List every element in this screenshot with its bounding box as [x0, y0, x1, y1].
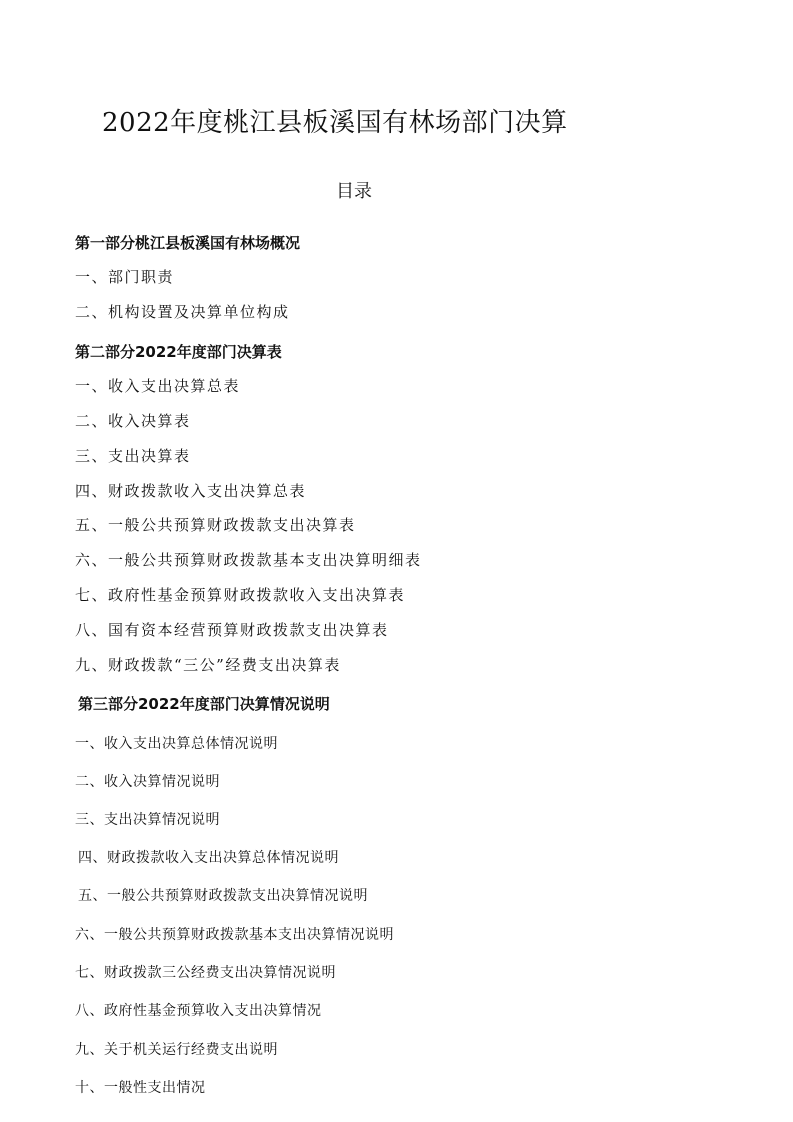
toc-entry: 三、支出决算表: [75, 447, 191, 465]
toc-entry: 一、部门职责: [75, 268, 175, 286]
toc-entry: 六、一般公共预算财政拨款基本支出决算情况说明: [75, 927, 394, 943]
document-title: 2022年度桃江县板溪国有林场部门决算: [102, 108, 568, 138]
toc-heading: 目录: [336, 181, 372, 202]
part3-heading: 第三部分2022年度部门决算情况说明: [78, 695, 330, 713]
toc-entry: 一、收入支出决算总表: [75, 377, 241, 395]
toc-entry: 八、国有资本经营预算财政拨款支出决算表: [75, 621, 389, 639]
part1-heading: 第一部分桃江县板溪国有林场概况: [75, 234, 301, 252]
toc-entry: 九、关于机关运行经费支出说明: [75, 1042, 278, 1058]
toc-entry: 五、一般公共预算财政拨款支出决算表: [75, 516, 356, 534]
toc-entry: 六、一般公共预算财政拨款基本支出决算明细表: [75, 551, 422, 569]
toc-entry: 四、财政拨款收入支出决算总表: [75, 482, 307, 500]
toc-entry: 二、收入决算表: [75, 412, 191, 430]
part2-heading: 第二部分2022年度部门决算表: [75, 343, 282, 361]
toc-entry: 九、财政拨款“三公”经费支出决算表: [75, 656, 341, 674]
toc-entry: 二、机构设置及决算单位构成: [75, 303, 290, 321]
toc-entry: 三、支出决算情况说明: [75, 812, 220, 828]
toc-entry: 七、政府性基金预算财政拨款收入支出决算表: [75, 586, 406, 604]
toc-entry: 一、收入支出决算总体情况说明: [75, 736, 278, 752]
toc-entry: 八、政府性基金预算收入支出决算情况: [75, 1003, 322, 1019]
toc-entry: 七、财政拨款三公经费支出决算情况说明: [75, 965, 336, 981]
toc-entry: 二、收入决算情况说明: [75, 774, 220, 790]
toc-entry: 十、一般性支出情况: [75, 1080, 206, 1096]
toc-entry: 四、财政拨款收入支出决算总体情况说明: [78, 850, 339, 866]
toc-entry: 五、一般公共预算财政拨款支出决算情况说明: [78, 888, 368, 904]
